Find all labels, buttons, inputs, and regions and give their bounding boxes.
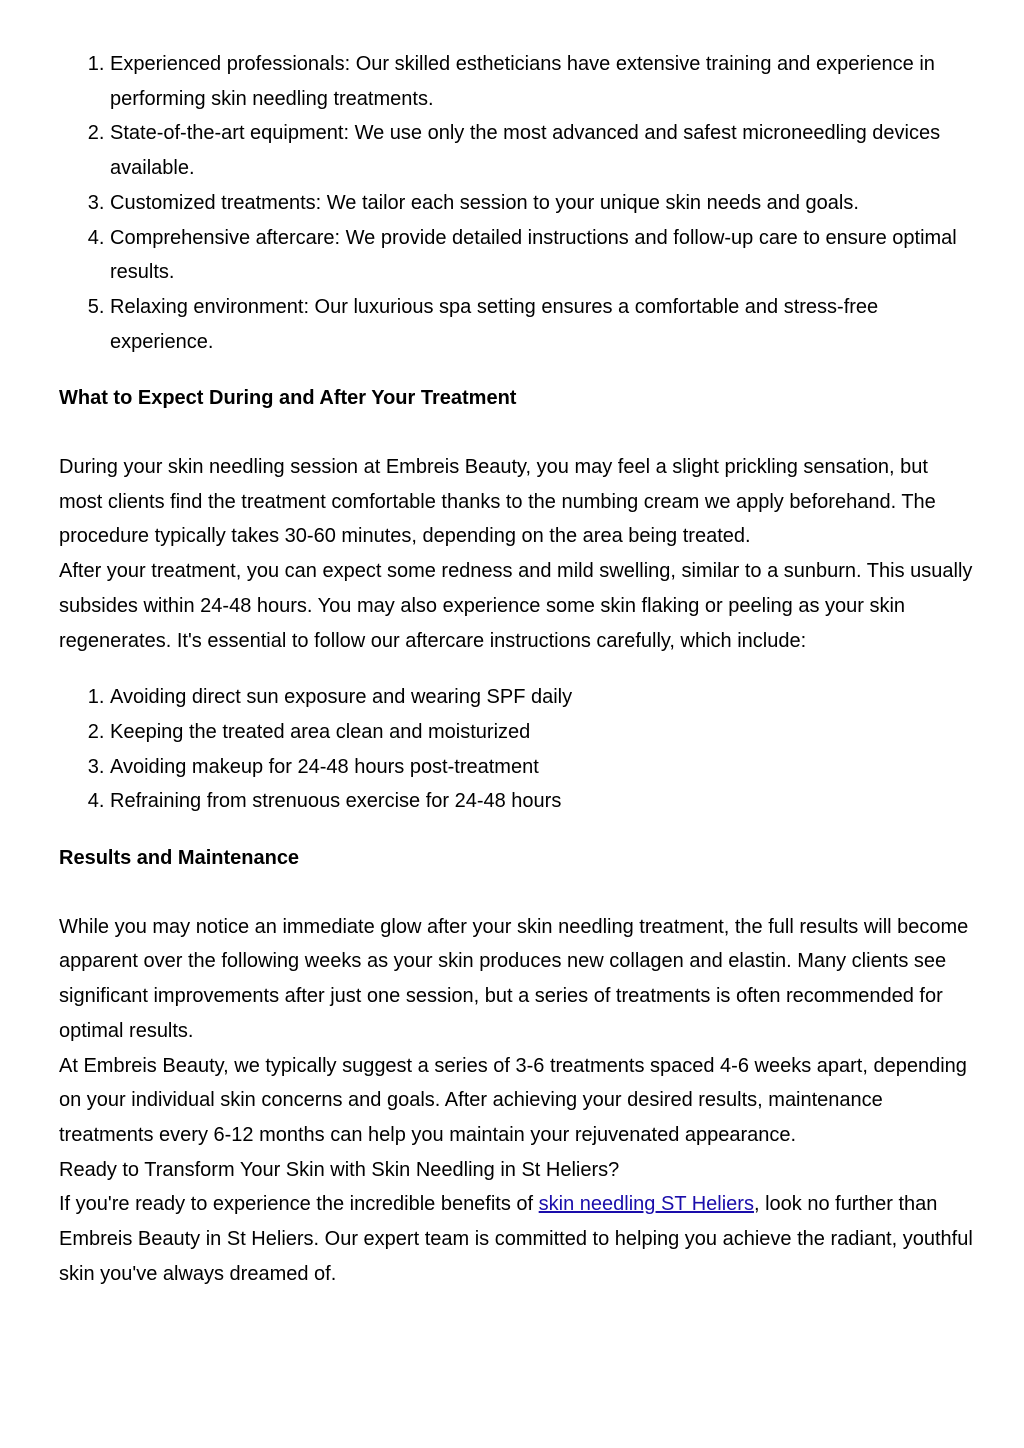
list-item: 4. Refraining from strenuous exercise for 24-48 hours [110,784,974,819]
spacer [59,819,974,841]
why-choose-list [59,47,974,359]
cta-text-after-link: , look no further than Embreis Beauty in St Heliers. Our expert team is committed to helping you achieve the radiant, youthful skin you've always dreamed of. [59,1193,973,1285]
list-item: 1. Avoiding direct sun exposure and wearing SPF daily [110,680,974,715]
document-content [59,47,974,1292]
spacer [59,359,974,381]
section-heading-results: Results and Maintenance [59,847,300,870]
paragraph-during-treatment: During your skin needling session at Embreis Beauty, you may feel a slight prickling sensation, but most clients find the treatment comfortable thanks to the numbing cream we apply beforehand. The procedure typically takes 30-60 minutes, depending on the area being treated. [59,456,936,548]
cta-paragraph [59,1187,974,1291]
list-item: 3. Customized treatments: We tailor each session to your unique skin needs and goals. [110,186,974,221]
spacer [59,658,974,680]
list-item: 1. Experienced professionals: Our skilled estheticians have extensive training and experience in performing skin needling treatments. [110,47,974,116]
list-item: 3. Avoiding makeup for 24-48 hours post-treatment [110,750,974,785]
list-item: 2. Keeping the treated area clean and moisturized [110,715,974,750]
spacer [59,876,974,910]
paragraph-results: While you may notice an immediate glow after your skin needling treatment, the full results will become apparent over the following weeks as your skin produces new collagen and elastin. Many clients see significant improvements after just one session, but a series of treatments is often recommended for optimal results. [59,915,969,1042]
list-item: 2. State-of-the-art equipment: We use only the most advanced and safest microneedling devices available. [110,116,974,185]
spacer [59,416,974,450]
list-item: 4. Comprehensive aftercare: We provide detailed instructions and follow-up care to ensure optimal results. [110,221,974,290]
paragraph-treatment-series: At Embreis Beauty, we typically suggest a series of 3-6 treatments spaced 4-6 weeks apart, depending on your individual skin concerns and goals. After achieving your desired results, maintenance treatments every 6-12 months can help you maintain your rejuvenated appearance. [59,1054,967,1146]
skin-needling-link[interactable]: skin needling ST Heliers [538,1193,754,1216]
paragraph-after-treatment: After your treatment, you can expect some redness and mild swelling, similar to a sunburn. This usually subsides within 24-48 hours. You may also experience some skin flaking or peeling as your skin regenerates. It's essential to follow our aftercare instructions carefully, which include: [59,560,973,652]
aftercare-list [59,680,974,819]
list-item: 5. Relaxing environment: Our luxurious spa setting ensures a comfortable and stress-free experience. [110,290,974,359]
cta-question: Ready to Transform Your Skin with Skin Needling in St Heliers? [59,1158,620,1181]
section-heading-expect: What to Expect During and After Your Treatment [59,387,517,410]
cta-text-before-link: If you're ready to experience the incredible benefits of [59,1193,539,1216]
